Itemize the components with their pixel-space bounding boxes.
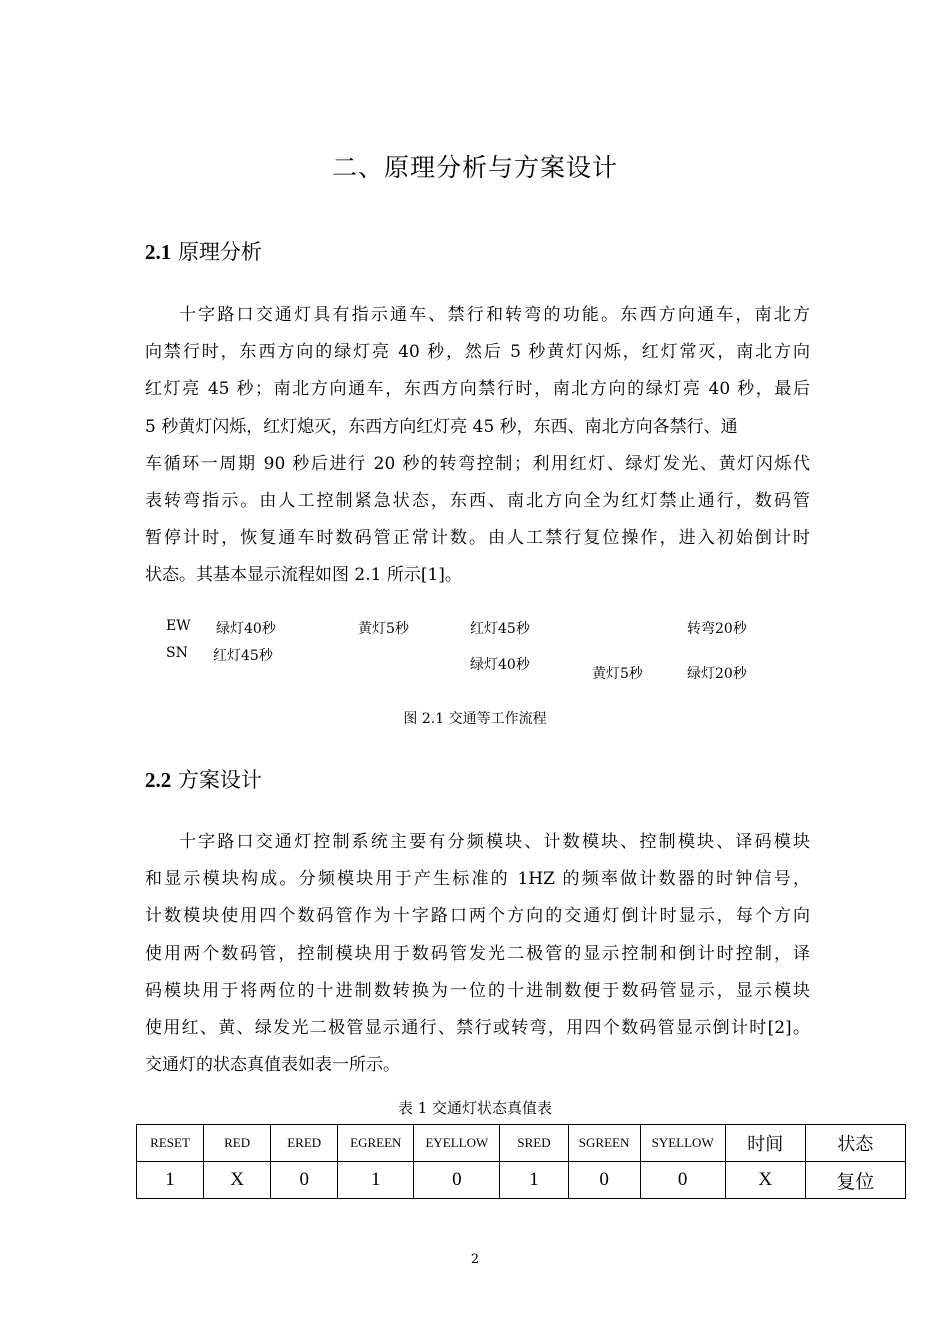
- table-cell: X: [204, 1162, 271, 1199]
- table-cell: X: [725, 1162, 805, 1199]
- table-header-cell: RED: [204, 1125, 271, 1162]
- table-row: [137, 1162, 906, 1199]
- chapter-title: 二、原理分析与方案设计: [331, 153, 618, 182]
- table-cell: 0: [568, 1162, 640, 1199]
- table-cell: 1: [500, 1162, 568, 1199]
- paragraph-line: 向禁行时，东西方向的绿灯亮 40 秒，然后 5 秒黄灯闪烁，红灯常灭，南北方向: [145, 342, 810, 363]
- flow-ew-turn: 转弯20秒: [687, 621, 747, 637]
- flow-sn-yellow: 黄灯5秒: [592, 666, 643, 682]
- section-heading-2-2: [145, 764, 262, 794]
- paragraph-line: 暂停计时，恢复通车时数码管正常计数。由人工禁行复位操作，进入初始倒计时: [145, 528, 810, 549]
- table-header-cell: EGREEN: [338, 1125, 414, 1162]
- table-header-cell: 状态: [805, 1125, 905, 1162]
- flow-ew-green: 绿灯40秒: [216, 621, 276, 637]
- section-title: 方案设计: [177, 768, 262, 792]
- paragraph-principle: [145, 297, 810, 595]
- paragraph-line: 车循环一周期 90 秒后进行 20 秒的转弯控制；利用红灯、绿灯发光、黄灯闪烁代: [145, 453, 810, 474]
- paragraph-line: 十字路口交通灯具有指示通车、禁行和转弯的功能。东西方向通车，南北方: [179, 305, 810, 325]
- flow-sn-green-turn: 绿灯20秒: [687, 666, 747, 682]
- paragraph-line: 交通灯的状态真值表如表一所示。: [145, 1055, 400, 1076]
- figure-caption: 图 2.1 交通等工作流程: [403, 711, 547, 727]
- table-cell: 0: [640, 1162, 725, 1199]
- table-cell: 1: [338, 1162, 414, 1199]
- section-title: 原理分析: [177, 240, 262, 264]
- table-header-cell: ERED: [271, 1125, 338, 1162]
- flow-sn-red: 红灯45秒: [213, 648, 273, 664]
- section-number: 2.1: [145, 240, 172, 264]
- truth-table: [136, 1124, 906, 1199]
- paragraph-line: 5 秒黄灯闪烁，红灯熄灭，东西方向红灯亮 45 秒，东西、南北方向各禁行、通: [145, 416, 738, 437]
- section-heading-2-1: [145, 236, 262, 266]
- paragraph-line: 使用红、黄、绿发光二极管显示通行、禁行或转弯，用四个数码管显示倒计时[2]。: [145, 1018, 810, 1039]
- paragraph-line: 十字路口交通灯控制系统主要有分频模块、计数模块、控制模块、译码模块: [179, 832, 810, 852]
- paragraph-line: 和显示模块构成。分频模块用于产生标准的 1HZ 的频率做计数器的时钟信号，: [145, 869, 810, 890]
- table-header-cell: SRED: [500, 1125, 568, 1162]
- section-number: 2.2: [145, 768, 172, 792]
- paragraph-line: 状态。其基本显示流程如图 2.1 所示[1]。: [145, 565, 462, 586]
- paragraph-line: 使用两个数码管，控制模块用于数码管发光二极管的显示控制和倒计时控制，译: [145, 943, 810, 964]
- flow-ew-yellow: 黄灯5秒: [358, 621, 409, 637]
- table-cell: 0: [271, 1162, 338, 1199]
- paragraph-design: [145, 824, 810, 1084]
- paragraph-line: 红灯亮 45 秒；南北方向通车，东西方向禁行时，南北方向的绿灯亮 40 秒，最后: [145, 379, 810, 400]
- table-header-cell: 时间: [725, 1125, 805, 1162]
- table-header-cell: EYELLOW: [414, 1125, 500, 1162]
- paragraph-line: 码模块用于将两位的十进制数转换为一位的十进制数便于数码管显示，显示模块: [145, 980, 810, 1001]
- table-header-row: [137, 1125, 906, 1162]
- table-cell: 0: [414, 1162, 500, 1199]
- table-header-cell: RESET: [137, 1125, 204, 1162]
- paragraph-line: 计数模块使用四个数码管作为十字路口两个方向的交通灯倒计时显示，每个方向: [145, 906, 810, 927]
- flow-label-ew: EW: [166, 618, 191, 634]
- flow-ew-red: 红灯45秒: [470, 621, 530, 637]
- flow-sn-green: 绿灯40秒: [470, 657, 530, 673]
- table-cell: 复位: [805, 1162, 905, 1199]
- table-header-cell: SYELLOW: [640, 1125, 725, 1162]
- flow-label-sn: SN: [166, 645, 188, 661]
- page-number: 2: [470, 1252, 480, 1267]
- table-header-cell: SGREEN: [568, 1125, 640, 1162]
- table-cell: 1: [137, 1162, 204, 1199]
- paragraph-line: 表转弯指示。由人工控制紧急状态，东西、南北方向全为红灯禁止通行，数码管: [145, 491, 810, 512]
- table-caption: 表 1 交通灯状态真值表: [397, 1099, 553, 1117]
